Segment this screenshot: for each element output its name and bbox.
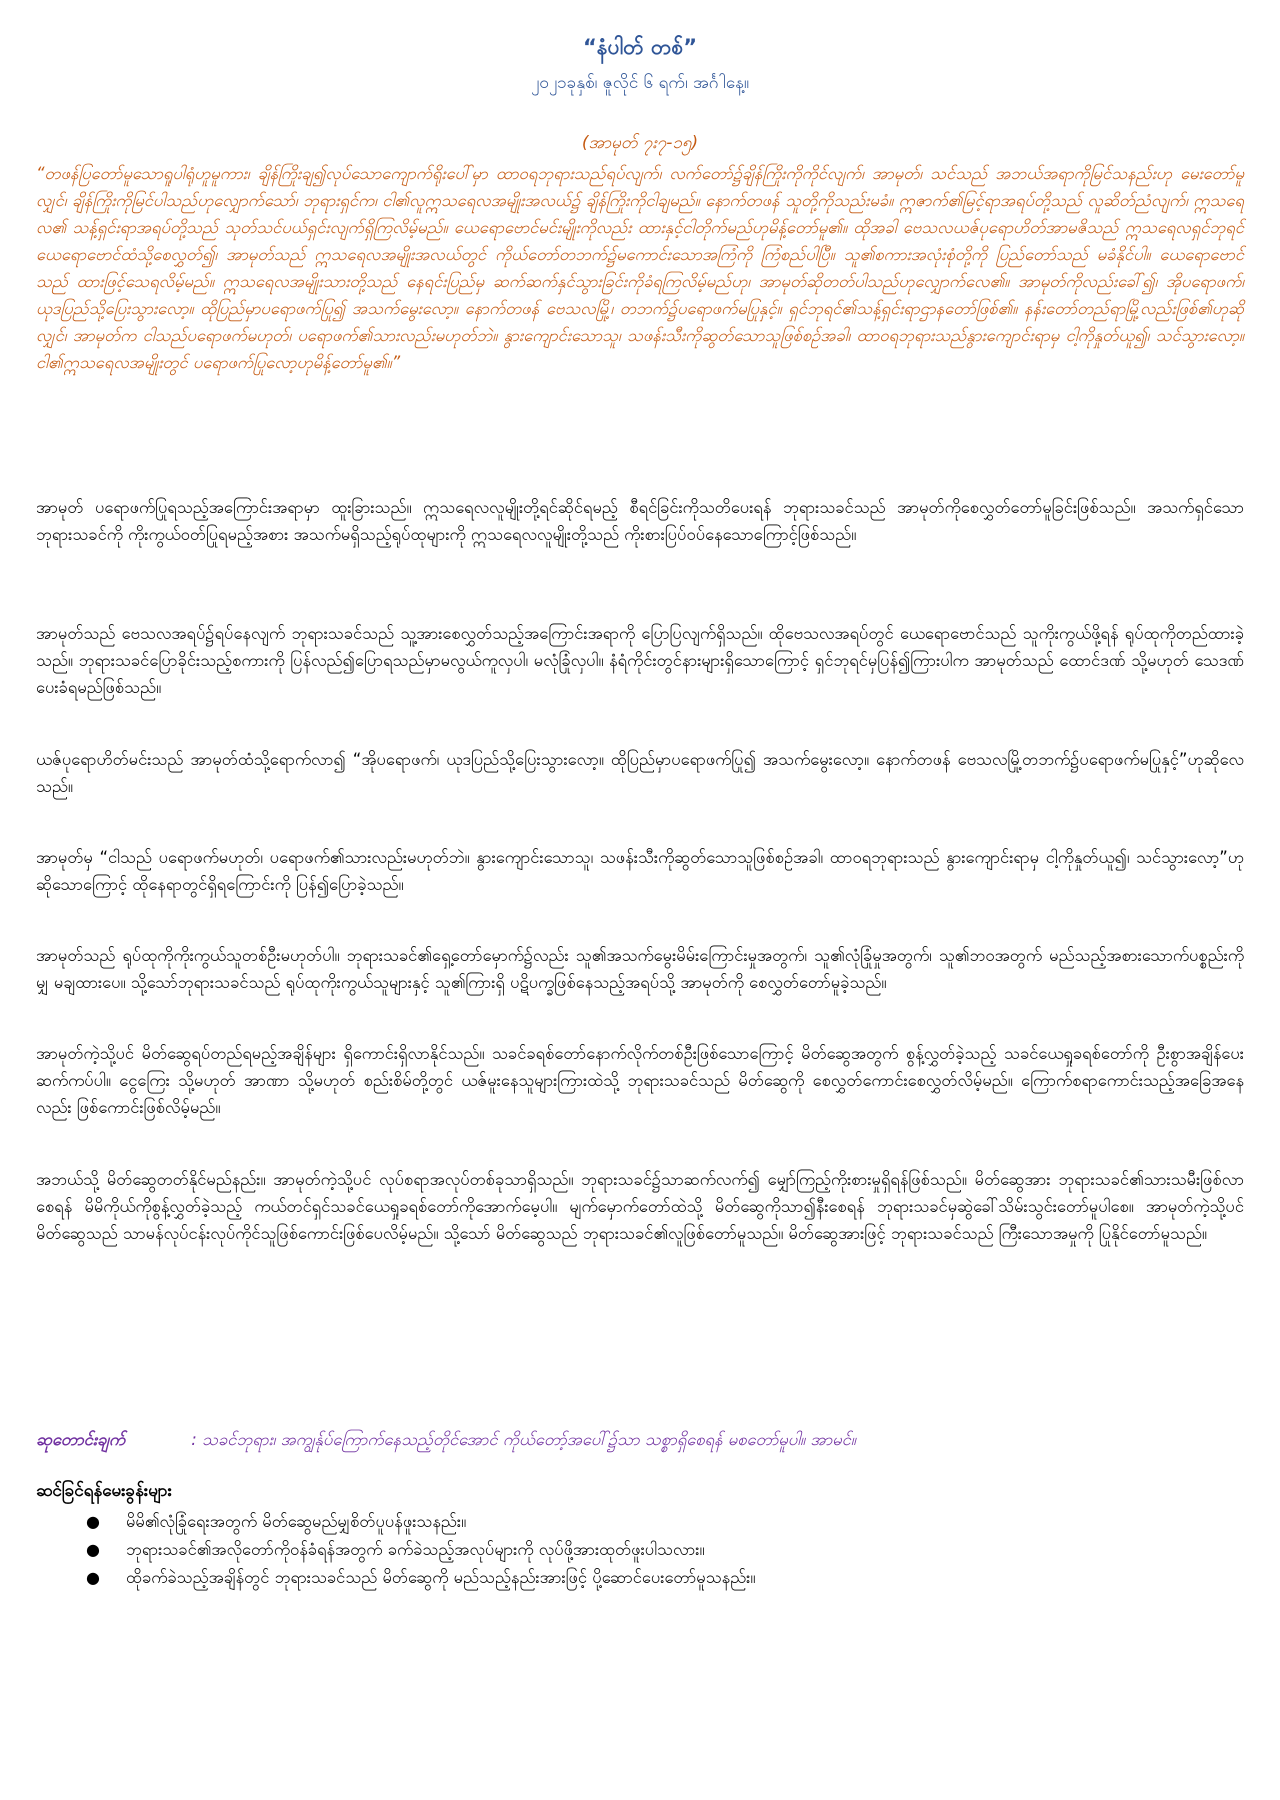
paragraph-3: ယဇ်ပုရောဟိတ်မင်းသည် အာမုတ်ထံသို့ရောက်လာ၍ “အိုပရောဖက်၊ ယုဒပြည်သို့ပြေးသွားလော့။ ထိုပြည်မှာပရောဖက်ပြု၍ အသက်မွေးလော့။ နောက်တဖန် ဗေသလမြို့တဘက်၌ပရောဖက်မပြုနှင့်”ဟုဆိုလေသည်။ <box>36 750 1244 796</box>
question-text: ဘုရားသခင်၏အလိုတော်ကိုဝန်ခံရန်အတွက် ခက်ခဲသည့်အလုပ်များကို လုပ်ဖို့အားထုတ်ဖူးပါသလား။ <box>126 1540 705 1559</box>
list-item <box>86 1508 1244 1536</box>
verse-reference: (အာမုတ် ၇း၇-၁၅) <box>581 133 699 153</box>
prayer <box>36 1430 1244 1454</box>
question-text: မိမိ၏လုံခြုံရေးအတွက် မိတ်ဆွေမည်မျှစိတ်ပူပန်ဖူးသနည်း။ <box>126 1512 467 1531</box>
bullet-icon: ● <box>86 1568 100 1587</box>
paragraph-2: အာမုတ်သည် ဗေသလအရပ်၌ရပ်နေလျက် ဘုရားသခင်သည် သူ့အားစေလွှတ်သည့်အကြောင်းအရာကို ပြောပြလျက်ရှိသည်။ ထိုဗေသလအရပ်တွင် ယေရောဗောင်သည် သူကိုးကွယ်ဖို့ရန် ရုပ်ထုကိုတည်ထားခဲ့သည်။ ဘုရားသခင်ပြောခိုင်းသည့်စကားကို ပြန်လည်၍ပြောရသည်မှာမလွယ်ကူလှပါ၊ မလုံခြုံလှပါ။ နံရံကိုင်းတွင်နားများရှိသောကြောင့် ရှင်ဘုရင်မှပြန်၍ကြားပါက အာမုတ်သည် ထောင်ဒဏ် သို့မဟုတ် သေဒဏ်ပေးခံရမည်ဖြစ်သည်။ <box>36 624 1244 697</box>
questions-title: ဆင်ခြင်ရန်မေးခွန်းများ <box>36 1481 172 1501</box>
questions-list <box>36 1508 1244 1592</box>
prayer-label: ဆုတောင်းချက် <box>36 1430 126 1449</box>
page-title: “နံပါတ် တစ်” <box>582 35 698 59</box>
list-item <box>86 1536 1244 1564</box>
question-text: ထိုခက်ခဲသည့်အချိန်တွင် ဘုရားသခင်သည် မိတ်ဆွေကို မည်သည့်နည်းအားဖြင့် ပို့ဆောင်ပေးတော်မူသနည်း။ <box>126 1568 756 1587</box>
prayer-text: : သခင်ဘုရား၊ အကျွန်ုပ်ကြောက်နေသည့်တိုင်အောင် ကိုယ်တော့်အပေါ်၌သာ သစ္စာရှိစေရန် မစတော်မူပါ။ အာမင်။ <box>191 1430 856 1449</box>
paragraph-4: အာမုတ်မှ “ငါသည် ပရောဖက်မဟုတ်၊ ပရောဖက်၏သားလည်းမဟုတ်ဘဲ။ နွားကျောင်းသောသူ၊ သဖန်းသီးကိုဆွတ်သောသူဖြစ်စဉ်အခါ၊ ထာဝရဘုရားသည် နွားကျောင်းရာမှ ငါ့ကိုနှုတ်ယူ၍၊ သင်သွားလော့”ဟု ဆိုသောကြောင့် ထိုနေရာတွင်ရှိရကြောင်းကို ပြန်၍ပြောခဲ့သည်။ <box>36 848 1244 894</box>
verse-text: “တဖန်ပြတော်မူသောရူပါရုံဟူမူကား၊ ချိန်ကြိုးချ၍လုပ်သောကျောက်ရိုးပေါ်မှာ ထာဝရဘုရားသည်ရပ်လျက်၊ လက်တော်၌ချိန်ကြိုးကိုကိုင်လျက်၊ အာမုတ်၊ သင်သည် အဘယ်အရာကိုမြင်သနည်းဟု မေးတော်မူလျှင်၊ ချိန်ကြိုးကိုမြင်ပါသည်ဟုလျှောက်သော်၊ ဘုရားရှင်က၊ ငါ၏လူဣသရေလအမျိုးအလယ်၌ ချိန်ကြိုးကိုငါချမည်။ နောက်တဖန် သူတို့ကိုသည်းမခံ။ ဣဇာက်၏မြင့်ရာအရပ်တို့သည် လူဆိတ်ညံလျက်၊ ဣသရေလ၏ သန့်ရှင်းရာအရပ်တို့သည် သုတ်သင်ပယ်ရှင်းလျက်ရှိကြလိမ့်မည်။ ယေရောဗောင်မင်းမျိုးကိုလည်း ထားနှင့်ငါတိုက်မည်ဟုမိန့်တော်မူ၏။ ထိုအခါ ဗေသလယဇ်ပုရောဟိတ်အာမဇိသည် ဣသရေလရှင်ဘုရင်ယေရောဗောင်ထံသို့စေလွှတ်၍၊ အာမုတ်သည် ဣသရေလအမျိုးအလယ်တွင် ကိုယ်တော်တဘက်၌မကောင်းသောအကြံကို ကြံစည်ပါပြီ။ သူ၏စကားအလုံးစုံတို့ကို ပြည်တော်သည် မခံနိုင်ပါ။ ယေရောဗောင်သည် ထားဖြင့်သေရလိမ့်မည်။ ဣသရေလအမျိုးသားတို့သည် နေရင်းပြည်မှ ဆက်ဆက်နှင်သွားခြင်းကိုခံရကြလိမ့်မည်ဟု၊ အာမုတ်ဆိုတတ်ပါသည်ဟုလျှောက်လေ၏။ အာမုတ်ကိုလည်းခေါ်၍၊ အိုပရောဖက်၊ ယုဒပြည်သို့ပြေးသွားလော့။ ထိုပြည်မှာပရောဖက်ပြု၍ အသက်မွေးလော့။ နောက်တဖန် ဗေသလမြို့၊ တဘက်၌ပရောဖက်မပြုနှင့်။ ရှင်ဘုရင်၏သန့်ရှင်းရာဌာနတော်ဖြစ်၏။ နန်းတော်တည်ရာမြို့လည်းဖြစ်၏ဟုဆိုလျှင်၊ အာမုတ်က ငါသည်ပရောဖက်မဟုတ်၊ ပရောဖက်၏သားလည်းမဟုတ်ဘဲ။ နွားကျောင်းသောသူ၊ သဖန်းသီးကိုဆွတ်သောသူဖြစ်စဉ်အခါ၊ ထာဝရဘုရားသည်နွားကျောင်းရာမှ ငါ့ကိုနှုတ်ယူ၍၊ သင်သွားလော့။ ငါ၏ဣသရေလအမျိုးတွင် ပရောဖက်ပြုလော့ဟုမိန့်တော်မူ၏။” <box>36 164 1244 372</box>
list-item <box>86 1564 1244 1592</box>
paragraph-5: အာမုတ်သည် ရုပ်ထုကိုကိုးကွယ်သူတစ်ဦးမဟုတ်ပါ။ ဘုရားသခင်၏ရှေ့တော်မှောက်၌လည်း သူ၏အသက်မွေးမိမ်းကြောင်းမှုအတွက်၊ သူ၏လုံခြုံမှုအတွက်၊ သူ၏ဘဝအတွက် မည်သည့်အစားသောက်ပစ္စည်းကိုမျှ မချထားပေ။ သို့သော်ဘုရားသခင်သည် ရုပ်ထုကိုးကွယ်သူများနှင့် သူ၏ကြားရှိ ပဋိပက္ခဖြစ်နေသည့်အရပ်သို့ အာမုတ်ကို စေလွှတ်တော်မူခဲ့သည်။ <box>36 946 1244 992</box>
paragraph-1: အာမုတ် ပရောဖက်ပြုရသည့်အကြောင်းအရာမှာ ထူးခြားသည်။ ဣသရေလလူမျိုးတို့ရင်ဆိုင်ရမည့် စီရင်ခြင်းကိုသတိပေးရန် ဘုရားသခင်သည် အာမုတ်ကိုစေလွှတ်တော်မူခြင်းဖြစ်သည်။ အသက်ရှင်သောဘုရားသခင်ကို ကိုးကွယ်ဝတ်ပြုရမည့်အစား အသက်မရှိသည့်ရုပ်ထုများကို ဣသရေလလူမျိုးတို့သည် ကိုးစားပြပ်ဝပ်နေသောကြောင့်ဖြစ်သည်။ <box>36 498 1244 544</box>
page-date: ၂၀၂၁ခုနှစ်၊ ဇူလိုင် ၆ ရက်၊ အင်္ဂါနေ့။ <box>530 73 750 93</box>
bullet-icon: ● <box>86 1512 100 1531</box>
paragraph-7: အဘယ်သို့ မိတ်ဆွေတတ်နိုင်မည်နည်း။ အာမုတ်ကဲ့သို့ပင် လုပ်စရာအလုပ်တစ်ခုသာရှိသည်။ ဘုရားသခင်၌သာဆက်လက်၍ မျှော်ကြည့်ကိုးစားမှုရှိရန်ဖြစ်သည်။ မိတ်ဆွေအား ဘုရားသခင်၏သားသမီးဖြစ်လာစေရန် မိမိကိုယ်ကိုစွန့်လွှတ်ခဲ့သည့် ကယ်တင်ရှင်သခင်ယေရှုခရစ်တော်ကိုအောက်မေ့ပါ။ မျက်မှောက်တော်ထဲသို့ မိတ်ဆွေကိုသာ၍နီးစေရန် ဘုရားသခင်မှဆွဲခေါ်သိမ်းသွင်းတော်မူပါစေ။ အာမုတ်ကဲ့သို့ပင် မိတ်ဆွေသည် သာမန်လုပ်ငန်းလုပ်ကိုင်သူဖြစ်ကောင်းဖြစ်ပေလိမ့်မည်။ သို့သော် မိတ်ဆွေသည် ဘုရားသခင်၏လူဖြစ်တော်မူသည်။ မိတ်ဆွေအားဖြင့် ဘုရားသခင်သည် ကြီးသောအမှုကို ပြုနိုင်တော်မူသည်။ <box>36 1170 1244 1243</box>
bullet-icon: ● <box>86 1540 100 1559</box>
paragraph-6: အာမုတ်ကဲ့သို့ပင် မိတ်ဆွေရပ်တည်ရမည့်အချိန်များ ရှိကောင်းရှိလာနိုင်သည်။ သခင်ခရစ်တော်နောက်လိုက်တစ်ဦးဖြစ်သောကြောင့် မိတ်ဆွေအတွက် စွန့်လွှတ်ခဲ့သည့် သခင်ယေရှုခရစ်တော်ကို ဦးစွာအချိန်ပေးဆက်ကပ်ပါ။ ငွေကြေး သို့မဟုတ် အာဏာ သို့မဟုတ် စည်းစိမ်တို့တွင် ယဇ်မူးနေသူများကြားထဲသို့ ဘုရားသခင်သည် မိတ်ဆွေကို စေလွှတ်ကောင်းစေလွှတ်လိမ့်မည်။ ကြောက်စရာကောင်းသည့်အခြေအနေလည်း ဖြစ်ကောင်းဖြစ်လိမ့်မည်။ <box>36 1044 1244 1117</box>
